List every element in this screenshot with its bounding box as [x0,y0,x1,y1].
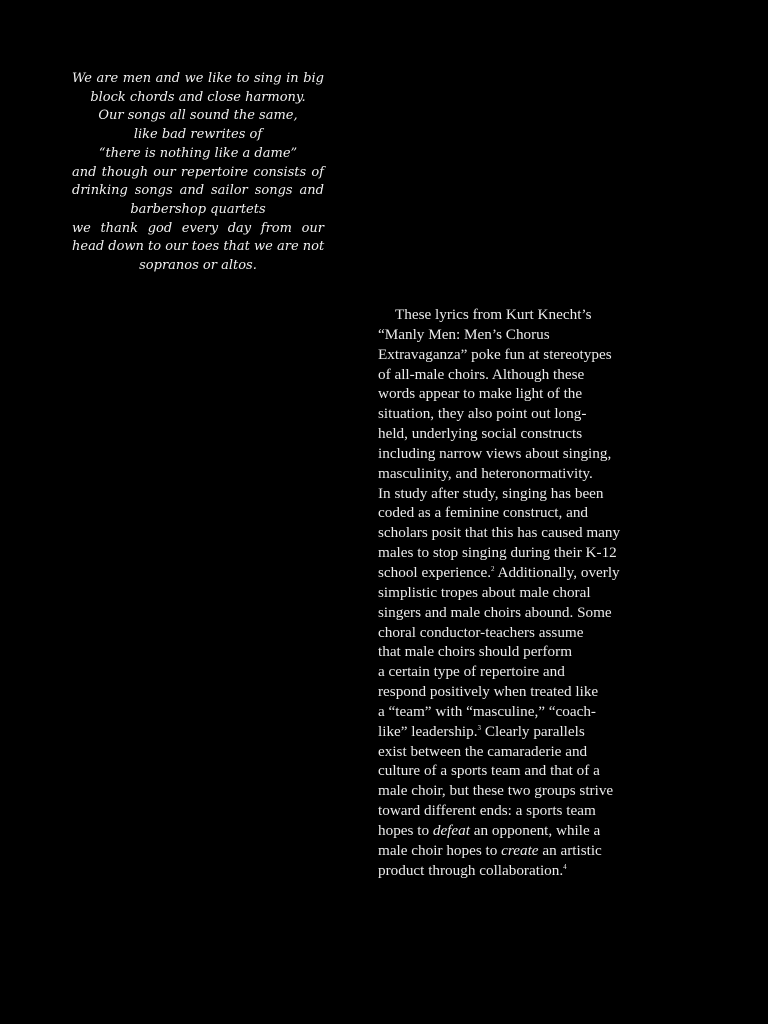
paragraph-line [378,821,646,841]
paragraph-line: singers and male choirs abound. Some [378,603,612,621]
line-text: male choir hopes to [378,841,502,859]
paragraph-line: respond positively when treated like [378,683,599,701]
paragraph-line: a “team” with “masculine,” “coach- [378,702,596,720]
emphasis-defeat: defeat [432,821,470,839]
paragraph-line: situation, they also point out long- [378,405,587,423]
line-text: Clearly parallels [481,722,585,740]
paragraph-line: held, underlying social constructs [378,425,583,443]
paragraph-line: including narrow views about singing, [378,444,612,462]
lyric-line: We are men and we like to sing in big [72,71,324,86]
lyric-line: like bad rewrites of [133,127,263,143]
footnote-marker-2: 2 [491,564,495,573]
lyric-line: sopranos or altos. [139,258,257,274]
paragraph-line: words appear to make light of the [378,385,583,403]
paragraph-line: culture of a sports team and that of a [378,762,600,780]
lyric-line: drinking songs and sailor songs and [72,183,324,199]
paragraph-line: coded as a feminine construct, and [378,504,589,522]
lyric-line: barbershop quartets [130,201,266,217]
lyric-line: Our songs all sound the same, [98,108,298,124]
paragraph-line [378,841,646,861]
line-text: hopes to [378,821,433,839]
line-text: product through collaboration. [378,861,564,879]
line-text: an artistic [538,841,602,859]
paragraph-line: masculinity, and heteronormativity. [378,464,593,482]
paragraph-line: males to stop singing during their K-12 [378,544,617,562]
lyric-line: block chords and close harmony. [90,89,306,105]
paragraph-line [378,722,646,742]
paragraph-line: These lyrics from Kurt Knecht’s [395,306,592,323]
line-text: Additionally, overly [494,563,620,581]
line-text: an opponent, while a [469,821,601,839]
paragraph-line: scholars posit that this has caused many [378,524,621,542]
paragraph-line: that male choirs should perform [378,643,573,661]
paragraph-line [378,861,646,881]
song-lyrics-excerpt [72,70,324,276]
paragraph-line: toward different ends: a sports team [378,802,596,820]
paragraph-line: exist between the camaraderie and [378,742,588,760]
lyric-line: and though our repertoire consists of [72,164,324,180]
footnote-marker-3: 3 [477,723,482,732]
line-text: like” leadership. [378,722,478,740]
body-paragraph [378,305,646,880]
emphasis-create: create [501,841,539,859]
line-text: school experience. [378,563,492,581]
paragraph-line: choral conductor-teachers assume [378,623,584,641]
paragraph-line: male choir, but these two groups strive [378,782,614,800]
paragraph-line [378,563,646,583]
paragraph-line: a certain type of repertoire and [378,663,565,681]
lyric-line: we thank god every day from our [72,220,324,236]
paragraph-line: of all-male choirs. Although these [378,365,585,383]
paragraph-line: In study after study, singing has been [378,484,604,502]
paragraph-line: Extravaganza” poke fun at stereotypes [378,345,612,363]
paragraph-line: simplistic tropes about male choral [378,583,591,601]
lyric-line: head down to our toes that we are not [72,239,325,255]
footnote-marker-4: 4 [563,862,567,871]
paragraph-line: “Manly Men: Men’s Chorus [378,325,550,343]
lyric-line: “there is nothing like a dame” [98,145,298,161]
